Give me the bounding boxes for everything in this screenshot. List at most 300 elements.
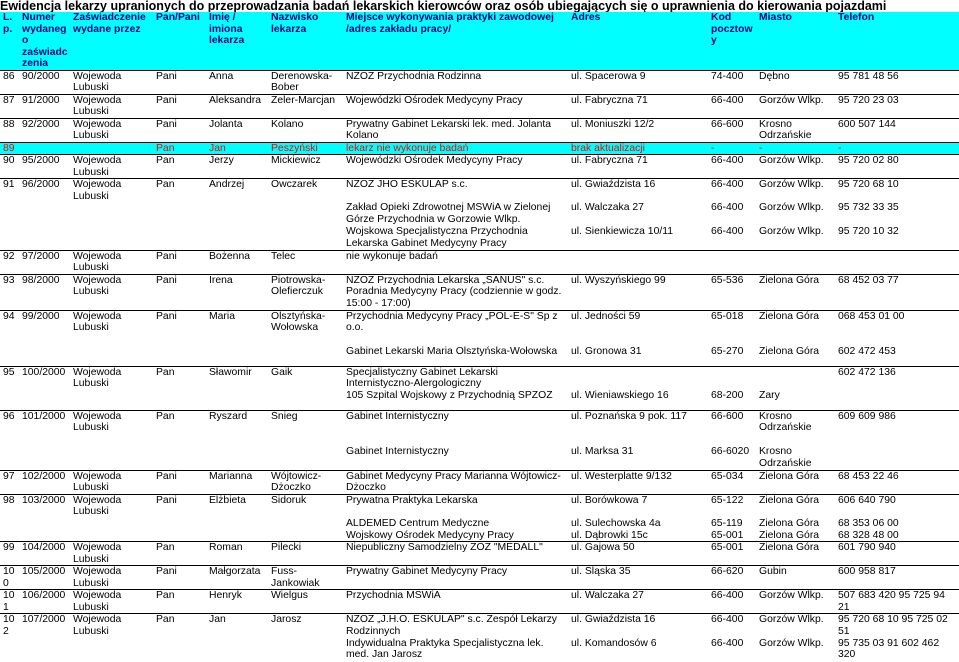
cell-lp: 90	[0, 155, 19, 179]
cell-place: Gabinet Internistyczny	[346, 446, 449, 457]
cell-lp: 96	[0, 410, 19, 446]
header-city: Miasto	[756, 12, 835, 70]
cell-first-name	[206, 346, 268, 366]
table-row	[0, 542, 959, 566]
cell-lp: 101	[0, 590, 19, 614]
cell-title	[153, 530, 206, 542]
header-row	[0, 12, 959, 70]
cell-city: Krosno Odrzańskie	[756, 410, 835, 446]
cell-issued-by: Wojewoda Lubuski	[70, 590, 153, 614]
cell-title: Pani	[153, 494, 206, 518]
cell-address: ul. Gwiaździsta 16	[568, 614, 708, 638]
cell-phone: 95 720 68 10 95 725 02 51	[835, 614, 959, 638]
cell-city: Zielona Góra	[756, 542, 835, 566]
cell-first-name: Elżbieta	[206, 494, 268, 518]
cell-issued-by	[70, 530, 153, 542]
cell-first-name: Marianna	[206, 470, 268, 494]
cell-last-name	[268, 226, 343, 250]
cell-first-name	[206, 226, 268, 250]
cell-phone: 68 452 03 77	[835, 274, 959, 310]
cell-first-name: Andrzej	[206, 179, 268, 203]
cell-number: 100/2000	[19, 366, 70, 390]
cell-number: 107/2000	[19, 614, 70, 638]
cell-issued-by: Wojewoda Lubuski	[70, 410, 153, 446]
cell-title: Pani	[153, 250, 206, 274]
cell-lp: 86	[0, 70, 19, 94]
cell-issued-by	[70, 518, 153, 530]
cell-last-name: Wójtowicz-Dżoczko	[268, 470, 343, 494]
cell-title: Pan	[153, 410, 206, 446]
cell-title	[153, 346, 206, 366]
cell-zip: 65-018	[708, 310, 756, 346]
cell-place: 105 Szpital Wojskowy z Przychodnią SPZOZ	[346, 390, 553, 401]
cell-lp	[0, 530, 19, 542]
cell-lp	[0, 226, 19, 250]
table-row	[0, 179, 959, 203]
cell-place: Zakład Opieki Zdrowotnej MSWiA w Zielonej Górze Przychodnia w Gorzowie Wlkp.	[346, 202, 551, 225]
cell-address: ul. Dąbrowki 15c	[571, 529, 648, 541]
cell-first-name: Bożenna	[206, 250, 268, 274]
table-body	[0, 70, 959, 662]
cell-place: Wojewódzki Ośrodek Medycyny Pracy	[343, 94, 568, 118]
cell-phone	[835, 390, 959, 410]
cell-phone: 95 720 68 10	[835, 179, 959, 203]
cell-address: ul. Sienkiewicza 10/11	[571, 226, 674, 237]
header-phone: Telefon	[835, 12, 959, 70]
cell-issued-by: Wojewoda Lubuski	[70, 250, 153, 274]
cell-phone: 602 472 453	[838, 346, 896, 357]
table-row	[0, 226, 959, 250]
cell-place: Wojewódzki Ośrodek Medycyny Pracy	[343, 155, 568, 179]
table-row	[0, 202, 959, 226]
cell-first-name: Irena	[206, 274, 268, 310]
table-row	[0, 274, 959, 310]
cell-city: Gorzów Wlkp.	[759, 202, 824, 213]
cell-zip: 65-001	[711, 529, 744, 541]
table-row	[0, 530, 959, 542]
header-first-name: Imię / imiona lekarza	[206, 12, 268, 70]
cell-title	[153, 638, 206, 662]
cell-number	[19, 202, 70, 226]
cell-number: 92/2000	[19, 118, 70, 142]
cell-first-name	[206, 390, 268, 410]
cell-issued-by: Wojewoda Lubuski	[70, 94, 153, 118]
cell-phone: 95 720 02 80	[835, 155, 959, 179]
cell-issued-by: Wojewoda Lubuski	[70, 566, 153, 590]
cell-last-name	[268, 346, 343, 366]
cell-issued-by	[70, 346, 153, 366]
cell-phone: 68 328 48 00	[838, 529, 899, 541]
cell-title: Pan	[153, 142, 206, 155]
cell-number: 96/2000	[19, 179, 70, 203]
cell-lp: 102	[0, 614, 19, 638]
cell-city: Gubin	[756, 566, 835, 590]
cell-city: Żary	[759, 390, 780, 401]
cell-last-name: Fuss-Jankowiak	[268, 566, 343, 590]
table-row	[0, 566, 959, 590]
cell-first-name: Jerzy	[206, 155, 268, 179]
cell-lp	[0, 638, 19, 662]
cell-zip: 66-400	[708, 179, 756, 203]
cell-address: ul. Sulechowska 4a	[571, 517, 661, 529]
cell-address: ul. Poznańska 9 pok. 117	[568, 410, 708, 446]
cell-lp: 95	[0, 366, 19, 390]
header-zip: Kod pocztowy	[708, 12, 756, 70]
header-lp: L.p.	[0, 12, 19, 70]
cell-last-name: Sidoruk	[268, 494, 343, 518]
cell-first-name: Maria	[206, 310, 268, 346]
table-row	[0, 518, 959, 530]
cell-place: Przychodnia MSWiA	[343, 590, 568, 614]
cell-number: 95/2000	[19, 155, 70, 179]
cell-zip: 65-001	[708, 542, 756, 566]
cell-title: Pan	[153, 542, 206, 566]
cell-phone: 95 781 48 56	[835, 70, 959, 94]
cell-zip: 66-400	[708, 155, 756, 179]
cell-place: ALDEMED Centrum Medyczne	[346, 517, 490, 529]
header-address: Adres	[568, 12, 708, 70]
cell-title: Pan	[153, 155, 206, 179]
cell-last-name: Piotrowska-Olefierczuk	[268, 274, 343, 310]
cell-number	[19, 638, 70, 662]
table-row	[0, 155, 959, 179]
cell-last-name: Owczarek	[268, 179, 343, 203]
cell-title	[153, 390, 206, 410]
cell-phone	[835, 446, 959, 470]
cell-place: nie wykonuje badań	[343, 250, 568, 274]
cell-city: Gorzów Wlkp.	[756, 179, 835, 203]
cell-address: ul. Walczaka 27	[568, 590, 708, 614]
cell-address: ul. Wyszyńskiego 99	[568, 274, 708, 310]
cell-city: Gorzów Wlkp.	[759, 637, 824, 649]
cell-issued-by: Wojewoda Lubuski	[70, 614, 153, 638]
page-title: Ewidencja lekarzy upranionych do przeprowadzania badań lekarskich kierowców oraz osób ubiegających się o uprawnienia do kierowania pojazdami	[0, 0, 887, 12]
cell-title	[153, 202, 206, 226]
cell-first-name: Aleksandra	[206, 94, 268, 118]
cell-number: 98/2000	[19, 274, 70, 310]
cell-phone: 507 683 420 95 725 94 21	[835, 590, 959, 614]
cell-issued-by: Wojewoda Lubuski	[70, 366, 153, 390]
cell-place: Wojskowa Specjalistyczna Przychodnia Lekarska Gabinet Medycyny Pracy	[346, 226, 528, 249]
cell-address: ul. Spacerowa 9	[568, 70, 708, 94]
cell-lp: 97	[0, 470, 19, 494]
cell-place: lekarz nie wykonuje badań	[343, 142, 568, 155]
header-number: Numer wydanego zaświadczenia	[19, 12, 70, 70]
cell-city: Zielona Góra	[756, 310, 835, 346]
cell-number: 101/2000	[19, 410, 70, 446]
cell-last-name	[268, 518, 343, 530]
cell-address: ul. Marksa 31	[571, 446, 634, 457]
cell-title: Pani	[153, 566, 206, 590]
cell-issued-by: Wojewoda Lubuski	[70, 494, 153, 518]
cell-address: ul. Gronowa 31	[571, 346, 642, 357]
table-row	[0, 446, 959, 470]
cell-number	[19, 226, 70, 250]
cell-lp	[0, 518, 19, 530]
cell-city	[756, 366, 835, 390]
cell-address: ul. Fabryczna 71	[568, 155, 708, 179]
header-title: Pan/Pani	[153, 12, 206, 70]
cell-title: Pani	[153, 274, 206, 310]
cell-phone: 600 958 817	[835, 566, 959, 590]
cell-phone: 600 507 144	[835, 118, 959, 142]
cell-first-name: Ryszard	[206, 410, 268, 446]
cell-place: NZOZ Przychodnia Lekarska „SANUS" s.c. Poradnia Medycyny Pracy (codziennie w godz. 15:00 - 17:00)	[343, 274, 568, 310]
cell-city: Zielona Góra	[759, 529, 820, 541]
cell-zip: 66-400	[711, 226, 744, 237]
cell-last-name: Olsztyńska-Wołowska	[268, 310, 343, 346]
cell-zip: 66-600	[708, 118, 756, 142]
cell-issued-by: Wojewoda Lubuski	[70, 310, 153, 346]
cell-last-name: Mickiewicz	[268, 155, 343, 179]
cell-title: Pani	[153, 70, 206, 94]
cell-issued-by: Wojewoda Lubuski	[70, 179, 153, 203]
cell-first-name	[206, 446, 268, 470]
cell-first-name	[206, 530, 268, 542]
cell-place: NZOZ JHO ESKULAP s.c.	[343, 179, 568, 203]
cell-zip: 65-536	[708, 274, 756, 310]
cell-zip: -	[708, 142, 756, 155]
cell-zip: 65-122	[708, 494, 756, 518]
cell-zip: 66-400	[711, 202, 744, 213]
cell-issued-by	[70, 390, 153, 410]
cell-phone: 68 353 06 00	[838, 517, 899, 529]
header-last-name: Nazwisko lekarza	[268, 12, 343, 70]
cell-number: 105/2000	[19, 566, 70, 590]
header-place: Miejsce wykonywania praktyki zawodowej /adres zakładu pracy/	[343, 12, 568, 70]
cell-phone: 602 472 136	[835, 366, 959, 390]
cell-last-name	[268, 390, 343, 410]
cell-address: ul. Moniuszki 12/2	[568, 118, 708, 142]
cell-first-name	[206, 518, 268, 530]
cell-lp	[0, 446, 19, 470]
cell-place: Prywatna Praktyka Lekarska	[343, 494, 568, 518]
cell-city: Krosno Odrzańskie	[759, 446, 812, 469]
cell-phone	[835, 250, 959, 274]
cell-phone: 68 453 22 46	[835, 470, 959, 494]
table-row	[0, 638, 959, 662]
cell-place: NZOZ Przychodnia Rodzinna	[343, 70, 568, 94]
table-row	[0, 346, 959, 366]
cell-zip: 68-200	[711, 390, 744, 401]
cell-place: Prywatny Gabinet Medycyny Pracy	[343, 566, 568, 590]
cell-number	[19, 142, 70, 155]
cell-place: Wojskowy Ośrodek Medycyny Pracy	[346, 529, 514, 541]
cell-title	[153, 518, 206, 530]
cell-title: Pan	[153, 590, 206, 614]
cell-first-name: Jolanta	[206, 118, 268, 142]
cell-last-name: Peszyński	[268, 142, 343, 155]
cell-address: ul. Wieniawskiego 16	[571, 390, 669, 401]
cell-issued-by: Wojewoda Lubuski	[70, 155, 153, 179]
table-row	[0, 142, 959, 155]
table-row	[0, 118, 959, 142]
cell-address: ul. Westerplatte 9/132	[568, 470, 708, 494]
cell-phone: 609 609 986	[835, 410, 959, 446]
table-row	[0, 614, 959, 638]
cell-number: 90/2000	[19, 70, 70, 94]
cell-last-name: Derenowska-Bober	[268, 70, 343, 94]
cell-city: Gorzów Wlkp.	[759, 226, 824, 237]
table-row	[0, 94, 959, 118]
cell-last-name	[268, 638, 343, 662]
cell-issued-by	[70, 226, 153, 250]
cell-zip: 66-400	[708, 590, 756, 614]
cell-zip: 65-270	[711, 346, 744, 357]
cell-title	[153, 446, 206, 470]
cell-last-name: Kolano	[268, 118, 343, 142]
cell-issued-by: Wojewoda Lubuski	[70, 470, 153, 494]
cell-phone: 95 720 10 32	[838, 226, 899, 237]
cell-phone: -	[835, 142, 959, 155]
cell-lp: 87	[0, 94, 19, 118]
cell-lp: 99	[0, 542, 19, 566]
cell-phone: 601 790 940	[835, 542, 959, 566]
cell-title: Pani	[153, 118, 206, 142]
cell-city: Gorzów Wlkp.	[756, 590, 835, 614]
cell-zip: 66-600	[708, 410, 756, 446]
doctors-table	[0, 12, 959, 662]
cell-address: ul. Walczaka 27	[571, 202, 644, 213]
cell-place: Indywidualna Praktyka Specjalistyczna lek. med. Jan Jarosz	[346, 637, 544, 660]
cell-title: Pan	[153, 614, 206, 638]
cell-issued-by: Wojewoda Lubuski	[70, 542, 153, 566]
cell-issued-by	[70, 202, 153, 226]
cell-city	[756, 250, 835, 274]
cell-zip: 65-119	[711, 517, 743, 529]
cell-place: Specjalistyczny Gabinet Lekarski Internistyczno-Alergologiczny	[343, 366, 568, 390]
table-row	[0, 590, 959, 614]
table-row	[0, 310, 959, 346]
table-row	[0, 250, 959, 274]
cell-lp	[0, 202, 19, 226]
cell-number	[19, 346, 70, 366]
header-issued-by: Zaświadczenie wydane przez	[70, 12, 153, 70]
cell-number	[19, 518, 70, 530]
cell-zip: 74-400	[708, 70, 756, 94]
cell-title: Pan	[153, 366, 206, 390]
cell-first-name: Jan	[206, 142, 268, 155]
cell-last-name: Śnieg	[268, 410, 343, 446]
cell-issued-by: Wojewoda Lubuski	[70, 118, 153, 142]
cell-zip: 66-400	[711, 637, 744, 649]
table-row	[0, 70, 959, 94]
cell-address: ul. Jedności 59	[568, 310, 708, 346]
cell-first-name	[206, 638, 268, 662]
cell-lp: 94	[0, 310, 19, 346]
table-row	[0, 390, 959, 410]
cell-address: ul. Fabryczna 71	[568, 94, 708, 118]
table-row	[0, 494, 959, 518]
cell-last-name: Zeler-Marcjan	[268, 94, 343, 118]
cell-place: Przychodnia Medycyny Pracy „POL-E-S" Sp z o.o.	[343, 310, 568, 346]
cell-address: ul. Śląska 35	[568, 566, 708, 590]
cell-address: ul. Borówkowa 7	[568, 494, 708, 518]
cell-last-name	[268, 530, 343, 542]
cell-title: Pan	[153, 179, 206, 203]
cell-city: Krosno Odrzańskie	[756, 118, 835, 142]
cell-city: Gorzów Wlkp.	[756, 94, 835, 118]
cell-number: 91/2000	[19, 94, 70, 118]
cell-title: Pani	[153, 310, 206, 346]
cell-lp: 89	[0, 142, 19, 155]
cell-number: 102/2000	[19, 470, 70, 494]
cell-title: Pani	[153, 94, 206, 118]
cell-city: Zielona Góra	[759, 517, 820, 529]
cell-city: Zielona Góra	[756, 494, 835, 518]
cell-place: Gabinet Lekarski Maria Olsztyńska-Wołowska	[346, 346, 558, 357]
cell-city: Zielona Góra	[756, 274, 835, 310]
cell-zip: 66-620	[708, 566, 756, 590]
cell-last-name	[268, 202, 343, 226]
cell-city: Zielona Góra	[756, 470, 835, 494]
cell-address: ul. Komandosów 6	[571, 637, 657, 649]
cell-zip: 66-400	[708, 94, 756, 118]
cell-zip: 66-6020	[711, 446, 750, 457]
cell-number: 97/2000	[19, 250, 70, 274]
cell-first-name	[206, 202, 268, 226]
table-row	[0, 470, 959, 494]
cell-number: 104/2000	[19, 542, 70, 566]
cell-last-name: Wielgus	[268, 590, 343, 614]
cell-lp	[0, 346, 19, 366]
cell-issued-by	[70, 638, 153, 662]
cell-city: Gorzów Wlkp.	[756, 155, 835, 179]
cell-first-name: Anna	[206, 70, 268, 94]
cell-phone: 95 720 23 03	[835, 94, 959, 118]
cell-lp	[0, 390, 19, 410]
cell-zip: 66-400	[708, 614, 756, 638]
cell-place: Gabinet Internistyczny	[343, 410, 568, 446]
cell-number: 99/2000	[19, 310, 70, 346]
cell-lp: 98	[0, 494, 19, 518]
cell-issued-by	[70, 446, 153, 470]
table-row	[0, 366, 959, 390]
cell-lp: 88	[0, 118, 19, 142]
cell-last-name: Telec	[268, 250, 343, 274]
cell-place: Niepubliczny Samodzielny ZOZ "MEDALL"	[343, 542, 568, 566]
cell-first-name: Małgorzata	[206, 566, 268, 590]
cell-phone: 95 735 03 91 602 462 320	[838, 637, 940, 660]
cell-number	[19, 530, 70, 542]
cell-last-name: Pilecki	[268, 542, 343, 566]
cell-city: Zielona Góra	[759, 346, 820, 357]
cell-lp: 91	[0, 179, 19, 203]
cell-first-name: Henryk	[206, 590, 268, 614]
cell-phone: 95 732 33 35	[838, 202, 899, 213]
cell-city: Gorzów Wlkp.	[756, 614, 835, 638]
cell-zip	[708, 366, 756, 390]
table-row	[0, 410, 959, 446]
cell-zip: 65-034	[708, 470, 756, 494]
cell-title	[153, 226, 206, 250]
cell-address: ul. Gajowa 50	[568, 542, 708, 566]
cell-place: Gabinet Medycyny Pracy Marianna Wójtowicz-Dżoczko	[343, 470, 568, 494]
cell-address: brak aktualizacji	[568, 142, 708, 155]
cell-number: 106/2000	[19, 590, 70, 614]
cell-issued-by: Wojewoda Lubuski	[70, 274, 153, 310]
cell-place: Prywatny Gabinet Lekarski lek. med. Jolanta Kolano	[343, 118, 568, 142]
cell-address	[568, 366, 708, 390]
cell-lp: 100	[0, 566, 19, 590]
cell-first-name: Roman	[206, 542, 268, 566]
cell-number: 103/2000	[19, 494, 70, 518]
cell-city: Dębno	[756, 70, 835, 94]
cell-address	[568, 250, 708, 274]
cell-phone: 606 640 790	[835, 494, 959, 518]
cell-place: NZOZ „J.H.O. ESKULAP" s.c. Zespół Lekarzy Rodzinnych	[343, 614, 568, 638]
cell-lp: 93	[0, 274, 19, 310]
